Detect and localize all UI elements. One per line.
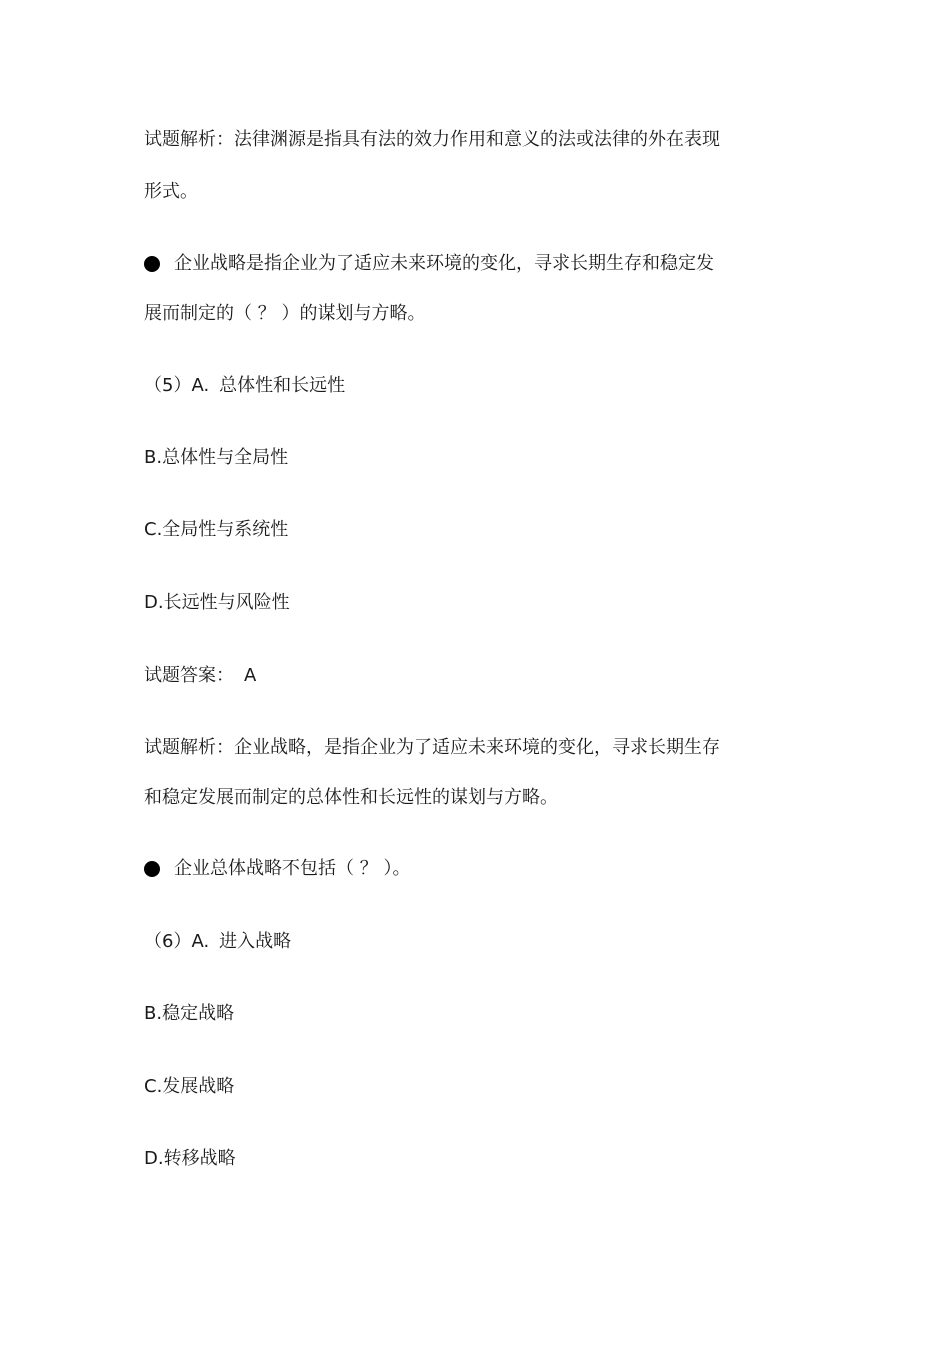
question-5-stem — [144, 252, 714, 276]
question-5-stem-line-1: 企业战略是指企业为了适应未来环境的变化，寻求长期生存和稳定发 — [174, 253, 714, 274]
question-6-option-d: D.转移战略 — [144, 1148, 236, 1169]
bullet-icon — [144, 861, 160, 877]
question-5-answer — [144, 664, 256, 688]
option-a-prefix: （5）A. — [144, 375, 210, 396]
question-6-stem-text: 企业总体战略不包括（ ？ ）。 — [174, 858, 411, 879]
question-6-stem — [144, 857, 410, 881]
prev-analysis-line-2: 形式。 — [144, 181, 198, 202]
question-5-option-c: C.全局性与系统性 — [144, 519, 289, 540]
question-5-option-a — [144, 374, 345, 398]
question-5-analysis-line-1: 试题解析：企业战略，是指企业为了适应未来环境的变化，寻求长期生存 — [144, 737, 720, 758]
option-a-text: 总体性和长远性 — [219, 375, 346, 396]
question-5-option-d: D.长远性与风险性 — [144, 592, 290, 613]
question-6-option-b: B.稳定战略 — [144, 1003, 235, 1024]
answer-value: A — [244, 665, 257, 686]
option-a-text: 进入战略 — [219, 931, 292, 952]
question-6-option-a — [144, 930, 291, 954]
answer-label: 试题答案： — [144, 665, 234, 686]
question-5-analysis-line-2: 和稳定发展而制定的总体性和长远性的谋划与方略。 — [144, 787, 558, 808]
prev-analysis-line-1: 试题解析：法律渊源是指具有法的效力作用和意义的法或法律的外在表现 — [144, 129, 720, 150]
option-a-prefix: （6）A. — [144, 931, 210, 952]
question-5-stem-line-2: 展而制定的（ ？ ）的谋划与方略。 — [144, 303, 426, 324]
question-5-option-b: B.总体性与全局性 — [144, 447, 289, 468]
question-6-option-c: C.发展战略 — [144, 1076, 235, 1097]
bullet-icon — [144, 256, 160, 272]
